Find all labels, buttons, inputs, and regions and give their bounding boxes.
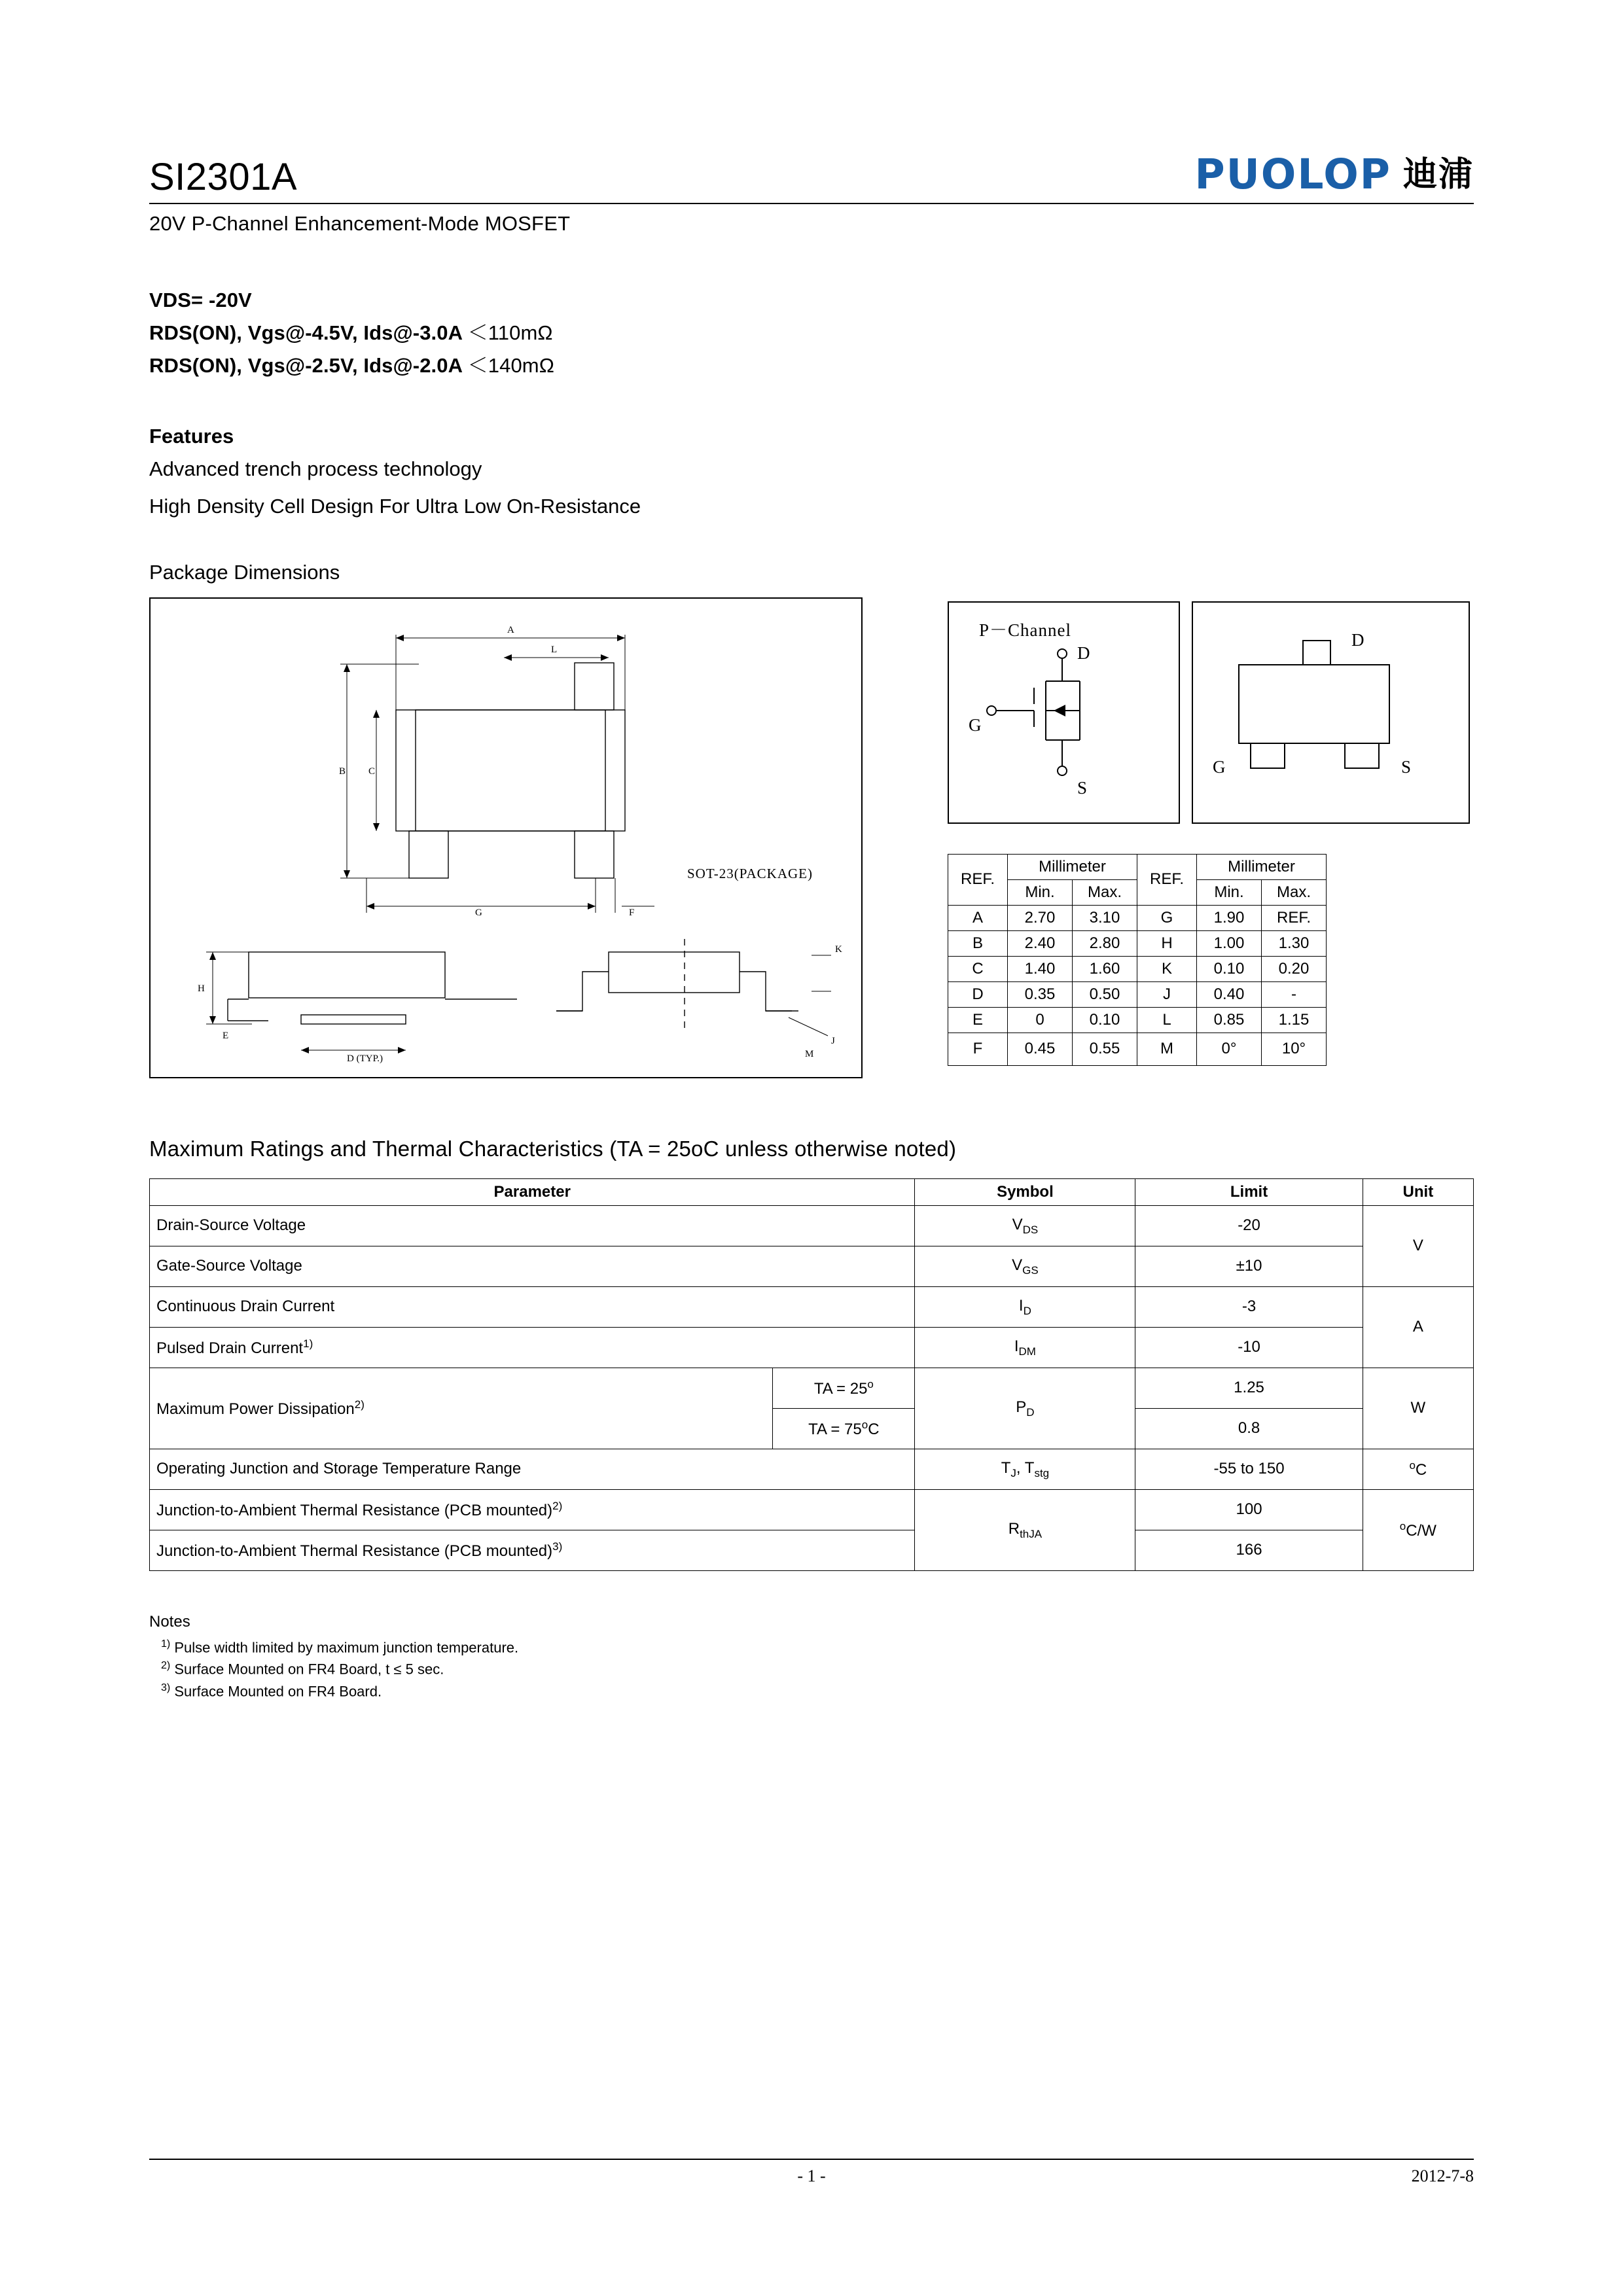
row-unit xyxy=(1363,1449,1473,1489)
row-symbol xyxy=(915,1205,1135,1246)
page-subtitle: 20V P-Channel Enhancement-Mode MOSFET xyxy=(149,212,571,235)
row-parameter xyxy=(150,1489,915,1530)
dim-ref: F xyxy=(948,1033,1008,1065)
row-symbol: $T_J$, $T_{stg}$ xyxy=(915,1449,1135,1489)
symbol-main: I xyxy=(1014,1337,1019,1355)
table-row xyxy=(150,1286,1474,1327)
svg-text:D (TYP.): D (TYP.) xyxy=(347,1053,383,1064)
row-parameter xyxy=(150,1530,915,1570)
package-dimensions-title: Package Dimensions xyxy=(149,560,340,584)
dim-row xyxy=(948,1033,1327,1065)
package-type-label: SOT-23(PACKAGE) xyxy=(687,865,813,881)
row-parameter-note: 2) xyxy=(354,1398,365,1411)
row-limit: 100 xyxy=(1135,1489,1363,1530)
logo-text: PUOLOP xyxy=(1194,150,1391,198)
dim-min-header-right: Min. xyxy=(1197,879,1262,905)
row-unit-sup: o xyxy=(1399,1519,1406,1532)
symbol-source-label: S xyxy=(1077,777,1088,798)
dim-max: REF. xyxy=(1262,905,1327,930)
row-parameter-text: Maximum Power Dissipation xyxy=(156,1400,355,1418)
row-parameter: Gate-Source Voltage xyxy=(150,1246,915,1286)
row-parameter-text: Junction-to-Ambient Thermal Resistance (PCB mounted) xyxy=(156,1542,553,1560)
symbol-sub: DM xyxy=(1018,1345,1036,1358)
feature-item-1: Advanced trench process technology xyxy=(149,457,482,480)
dim-row xyxy=(948,956,1327,981)
symbol-main: R xyxy=(1008,1519,1020,1538)
dim-ref: G xyxy=(1137,905,1197,930)
dim-min: 0.40 xyxy=(1197,981,1262,1007)
symbol-main: P xyxy=(1016,1398,1027,1416)
symbol-main: V xyxy=(1012,1256,1023,1274)
dim-max: 1.30 xyxy=(1262,930,1327,956)
row-unit-text: C xyxy=(1415,1460,1427,1479)
page-header xyxy=(149,0,1474,236)
company-logo xyxy=(1194,150,1474,199)
dim-max: 1.15 xyxy=(1262,1007,1327,1033)
row-parameter-note: 2) xyxy=(552,1499,563,1512)
svg-text:J: J xyxy=(831,1035,835,1046)
dim-min: 0.45 xyxy=(1008,1033,1073,1065)
row-condition-sup: o xyxy=(867,1377,874,1390)
row-parameter xyxy=(150,1327,915,1368)
symbol-main: T xyxy=(1001,1458,1011,1477)
symbol-sub: D xyxy=(1023,1304,1031,1317)
dim-max: 0.55 xyxy=(1073,1033,1137,1065)
dim-ref: L xyxy=(1137,1007,1197,1033)
svg-text:H: H xyxy=(198,983,205,994)
symbol-sub: DS xyxy=(1022,1223,1039,1236)
dim-max: - xyxy=(1262,981,1327,1007)
part-number: SI2301A xyxy=(149,156,298,198)
row-parameter: Drain-Source Voltage xyxy=(150,1205,915,1246)
pinout-source-label: S xyxy=(1401,756,1412,777)
row-unit xyxy=(1363,1489,1473,1570)
svg-text:L: L xyxy=(551,644,558,655)
dim-ref-header-left: REF. xyxy=(948,854,1008,905)
row-limit: 166 xyxy=(1135,1530,1363,1570)
dim-ref: J xyxy=(1137,981,1197,1007)
table-row xyxy=(150,1246,1474,1286)
table-row xyxy=(150,1530,1474,1570)
dim-min: 0.35 xyxy=(1008,981,1073,1007)
pinout-drain-label: D xyxy=(1351,629,1364,650)
table-header-row xyxy=(150,1178,1474,1205)
dim-max: 1.60 xyxy=(1073,956,1137,981)
table-row xyxy=(150,1327,1474,1368)
page-footer xyxy=(149,2153,1474,2193)
symbol-sub: D xyxy=(1026,1405,1035,1419)
symbol-title: P－Channel xyxy=(979,620,1071,640)
row-limit: 1.25 xyxy=(1135,1368,1363,1408)
row-parameter xyxy=(150,1368,773,1449)
row-limit: ±10 xyxy=(1135,1246,1363,1286)
package-dimensions-area xyxy=(149,597,1474,1095)
dim-min: 2.70 xyxy=(1008,905,1073,930)
symbol-main: I xyxy=(1018,1296,1024,1315)
row-condition xyxy=(773,1368,915,1408)
note-item xyxy=(149,1658,1474,1680)
symbol-drain-label: D xyxy=(1077,643,1090,663)
row-limit: -10 xyxy=(1135,1327,1363,1368)
header-divider xyxy=(149,203,1474,204)
dim-mm-header-right: Millimeter xyxy=(1197,854,1327,879)
spec-rdson-45 xyxy=(149,317,1474,349)
row-parameter-note: 1) xyxy=(303,1337,313,1350)
dim-max: 2.80 xyxy=(1073,930,1137,956)
row-symbol xyxy=(915,1489,1135,1570)
row-symbol xyxy=(915,1246,1135,1286)
row-parameter: Continuous Drain Current xyxy=(150,1286,915,1327)
row-symbol xyxy=(915,1368,1135,1449)
page-number: - 1 - xyxy=(797,2166,826,2185)
dim-min: 0 xyxy=(1008,1007,1073,1033)
key-specs xyxy=(149,284,1474,383)
spec-rdson-25-label: RDS(ON), Vgs@-2.5V, Ids@-2.0A xyxy=(149,354,462,378)
dim-max: 0.10 xyxy=(1073,1007,1137,1033)
row-condition-text: TA = 25 xyxy=(813,1379,868,1398)
notes-section xyxy=(149,1610,1474,1702)
dim-ref: M xyxy=(1137,1033,1197,1065)
symbol-sub-2: stg xyxy=(1034,1466,1050,1479)
dim-ref: K xyxy=(1137,956,1197,981)
symbol-main: V xyxy=(1012,1215,1023,1233)
dim-ref: C xyxy=(948,956,1008,981)
spec-rdson-25 xyxy=(149,349,1474,382)
row-parameter-text: Pulsed Drain Current xyxy=(156,1339,304,1357)
dim-mm-header-left: Millimeter xyxy=(1008,854,1137,879)
row-condition xyxy=(773,1408,915,1449)
dim-max-header-left: Max. xyxy=(1073,879,1137,905)
note-text: Surface Mounted on FR4 Board, t ≤ 5 sec. xyxy=(174,1661,444,1678)
th-symbol: Symbol xyxy=(915,1178,1135,1205)
row-symbol xyxy=(915,1327,1135,1368)
dim-row xyxy=(948,930,1327,956)
svg-text:A: A xyxy=(507,624,514,635)
symbol-gate-label: G xyxy=(969,715,982,735)
note-mark: 1) xyxy=(161,1638,171,1650)
svg-text:K: K xyxy=(835,944,842,955)
dim-min-header-left: Min. xyxy=(1008,879,1073,905)
feature-item-2: High Density Cell Design For Ultra Low On-Resistance xyxy=(149,494,641,518)
footer-divider xyxy=(149,2159,1474,2160)
row-unit-sup: o xyxy=(1409,1458,1416,1472)
row-condition-tail: C xyxy=(868,1420,880,1438)
svg-text:B: B xyxy=(339,766,346,777)
note-text: Pulse width limited by maximum junction temperature. xyxy=(174,1639,519,1656)
dim-ref-header-right: REF. xyxy=(1137,854,1197,905)
note-mark: 3) xyxy=(161,1682,171,1693)
table-row xyxy=(150,1489,1474,1530)
th-unit: Unit xyxy=(1363,1178,1473,1205)
table-row xyxy=(150,1368,1474,1408)
row-limit: -3 xyxy=(1135,1286,1363,1327)
note-item xyxy=(149,1680,1474,1702)
spec-rdson-45-label: RDS(ON), Vgs@-4.5V, Ids@-3.0A xyxy=(149,321,462,345)
svg-text:E: E xyxy=(223,1030,229,1041)
symbol-sub: thJA xyxy=(1020,1527,1043,1540)
dim-min: 1.40 xyxy=(1008,956,1073,981)
symbol-main-2: T xyxy=(1024,1458,1035,1477)
svg-text:G: G xyxy=(475,907,482,918)
row-limit: 0.8 xyxy=(1135,1408,1363,1449)
row-parameter-note: 3) xyxy=(552,1540,563,1553)
dim-max: 10° xyxy=(1262,1033,1327,1065)
th-limit: Limit xyxy=(1135,1178,1363,1205)
dimension-table xyxy=(948,854,1327,1066)
dim-ref: A xyxy=(948,905,1008,930)
dim-ref: B xyxy=(948,930,1008,956)
svg-text:C: C xyxy=(368,766,376,777)
row-symbol xyxy=(915,1286,1135,1327)
row-parameter-text: Junction-to-Ambient Thermal Resistance (PCB mounted) xyxy=(156,1501,553,1519)
svg-text:F: F xyxy=(629,907,635,918)
dim-row xyxy=(948,905,1327,930)
row-condition-sup: o xyxy=(861,1418,868,1431)
symbol-sub: J xyxy=(1010,1466,1016,1479)
dim-max: 0.50 xyxy=(1073,981,1137,1007)
svg-text:M: M xyxy=(805,1048,814,1059)
features-title: Features xyxy=(149,424,234,448)
dim-min: 0.85 xyxy=(1197,1007,1262,1033)
maximum-ratings-title: Maximum Ratings and Thermal Characteristics (TA = 25oC unless otherwise noted) xyxy=(149,1136,957,1161)
note-item xyxy=(149,1636,1474,1658)
dim-min: 0.10 xyxy=(1197,956,1262,981)
row-unit: A xyxy=(1363,1286,1473,1368)
row-condition-text: TA = 75 xyxy=(808,1420,862,1438)
row-unit-text: C/W xyxy=(1406,1521,1436,1540)
row-unit: V xyxy=(1363,1205,1473,1286)
mosfet-symbol-diagram xyxy=(948,601,1180,824)
spec-vds: VDS= -20V xyxy=(149,289,252,311)
dim-ref: E xyxy=(948,1007,1008,1033)
dim-ref: D xyxy=(948,981,1008,1007)
notes-title: Notes xyxy=(149,1612,190,1631)
spec-rdson-45-value: ＜110mΩ xyxy=(467,321,553,345)
table-row xyxy=(150,1205,1474,1246)
note-text: Surface Mounted on FR4 Board. xyxy=(174,1682,382,1699)
dim-row xyxy=(948,981,1327,1007)
table-row xyxy=(150,1449,1474,1489)
row-unit: W xyxy=(1363,1368,1473,1449)
pinout-gate-label: G xyxy=(1213,756,1226,777)
dim-max: 0.20 xyxy=(1262,956,1327,981)
dim-min: 2.40 xyxy=(1008,930,1073,956)
dim-max: 3.10 xyxy=(1073,905,1137,930)
spec-rdson-25-value: ＜140mΩ xyxy=(467,354,554,378)
th-parameter: Parameter xyxy=(150,1178,915,1205)
dim-min: 1.90 xyxy=(1197,905,1262,930)
dim-min: 1.00 xyxy=(1197,930,1262,956)
row-parameter: Operating Junction and Storage Temperature Range xyxy=(150,1449,915,1489)
note-mark: 2) xyxy=(161,1660,171,1672)
logo-chinese-text: 迪浦 xyxy=(1402,155,1474,194)
dim-min: 0° xyxy=(1197,1033,1262,1065)
dim-ref: H xyxy=(1137,930,1197,956)
maximum-ratings-table xyxy=(149,1178,1474,1571)
package-drawing xyxy=(149,597,863,1078)
package-pinout-diagram xyxy=(1192,601,1470,824)
row-limit: -20 xyxy=(1135,1205,1363,1246)
dim-row xyxy=(948,1007,1327,1033)
document-date: 2012-7-8 xyxy=(1411,2166,1474,2185)
dim-max-header-right: Max. xyxy=(1262,879,1327,905)
symbol-sub: GS xyxy=(1022,1263,1039,1277)
row-limit: -55 to 150 xyxy=(1135,1449,1363,1489)
